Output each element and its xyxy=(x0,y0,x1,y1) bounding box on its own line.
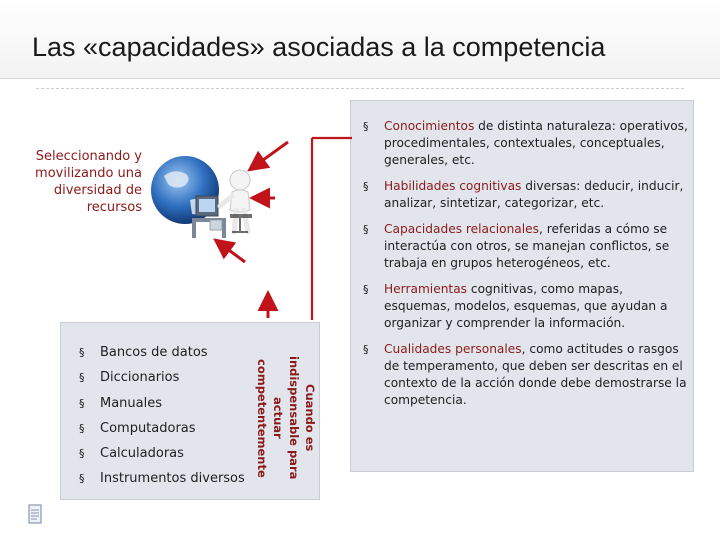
capacity-description: , referidas a cómo se interactúa con otros, se manejan conflictos, se trabaja en grupos heterogéneos, etc. xyxy=(384,222,670,270)
arrow-icons xyxy=(218,142,288,318)
resource-label: Bancos de datos xyxy=(100,345,208,360)
capacity-description: , como actitudes o rasgos de temperamento, que deben ser descritas en el contexto de la acción donde debe demostrarse la competencia. xyxy=(384,342,687,407)
person-computer-globe-icon xyxy=(151,156,252,238)
bullet-icon: § xyxy=(79,447,85,461)
bullet-icon: § xyxy=(79,472,85,486)
capacity-description: diversas: deducir, inducir, analizar, sintetizar, categorizar, etc. xyxy=(384,179,684,210)
side-caption: Seleccionando y movilizando una diversidad de recursos xyxy=(35,149,142,215)
bullet-icon: § xyxy=(363,180,369,193)
bullet-icon: § xyxy=(79,346,85,359)
resource-label: Instrumentos diversos xyxy=(100,471,245,487)
capacity-term: Cualidades personales xyxy=(384,342,522,356)
capacity-term: Conocimientos xyxy=(384,119,475,133)
resource-label: Manuales xyxy=(100,395,163,411)
vertical-caption: Cuando es indispensable para actuar competentemente xyxy=(255,356,317,480)
bullet-icon: § xyxy=(363,223,369,236)
arrow-icon xyxy=(218,242,245,262)
bullet-icon: § xyxy=(363,283,369,296)
capacity-term: Habilidades cognitivas xyxy=(384,179,522,193)
capacity-term: Herramientas xyxy=(384,282,468,296)
connector-lines xyxy=(312,138,352,320)
capacity-term: Capacidades relacionales xyxy=(384,222,539,236)
bullet-icon: § xyxy=(79,396,85,410)
arrow-icon xyxy=(252,142,288,168)
resource-label: Diccionarios xyxy=(100,370,180,386)
resource-label: Computadoras xyxy=(100,420,196,436)
slide-title: Las «capacidades» asociadas a la competencia xyxy=(32,32,606,62)
bullet-icon: § xyxy=(363,120,369,133)
capacity-description: cognitivas, como mapas, esquemas, modelos, esquemas, que ayudan a organizar y comprender la información. xyxy=(384,282,668,330)
bullet-icon: § xyxy=(79,421,85,435)
bullet-icon: § xyxy=(79,371,85,385)
document-nav-icon[interactable] xyxy=(28,504,44,526)
bullet-icon: § xyxy=(363,343,369,356)
resource-label: Calculadoras xyxy=(100,446,184,462)
capacity-description: de distinta naturaleza: operativos, procedimentales, contextuales, conceptuales, generales, etc. xyxy=(384,119,688,167)
